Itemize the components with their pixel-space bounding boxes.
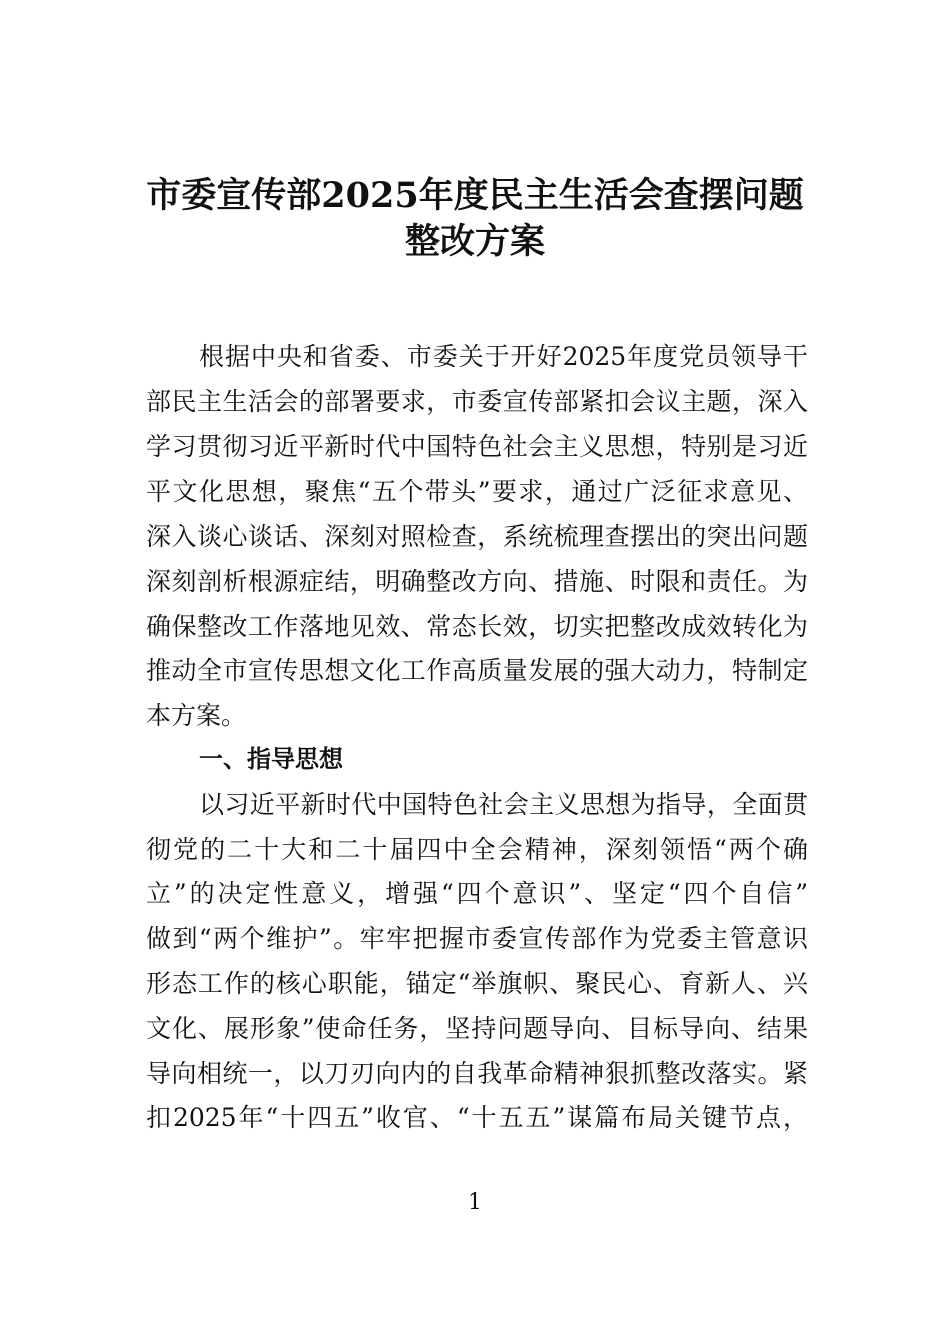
text-line: 深入谈心谈话、深刻对照检查，系统梳理查摆出的突出问题 (146, 522, 808, 551)
section-heading: 一、指导思想 (199, 745, 343, 773)
text-line: 做到“两个维护”。牢牢把握市委宣传部作为党委主管意识 (146, 924, 808, 953)
text-line: 以习近平新时代中国特色社会主义思想为指导，全面贯 (199, 790, 808, 819)
text-line: 扣2025年“十四五”收官、“十五五”谋篇布局关键节点， (146, 1103, 808, 1132)
text-line: 文化、展形象”使命任务，坚持问题导向、目标导向、结果 (146, 1014, 808, 1043)
text-line: 深刻剖析根源症结，明确整改方向、措施、时限和责任。为 (146, 567, 808, 596)
text-line: 部民主生活会的部署要求，市委宣传部紧扣会议主题，深入 (146, 387, 808, 416)
text-line: 推动全市宣传思想文化工作高质量发展的强大动力，特制定 (146, 656, 808, 685)
text-line: 立”的决定性意义，增强“四个意识”、坚定“四个自信” (146, 879, 808, 908)
text-line: 本方案。 (146, 701, 247, 730)
text-line: 确保整改工作落地见效、常态长效，切实把整改成效转化为 (146, 612, 808, 641)
text-line: 根据中央和省委、市委关于开好2025年度党员领导干 (199, 342, 808, 371)
text-line: 形态工作的核心职能，锚定“举旗帜、聚民心、育新人、兴 (146, 969, 808, 998)
text-line: 学习贯彻习近平新时代中国特色社会主义思想，特别是习近 (146, 432, 808, 461)
document-title-line-2: 整改方案 (404, 221, 545, 262)
page-number: 1 (468, 1190, 482, 1215)
document-title-line-1: 市委宣传部2025年度民主生活会查摆问题 (146, 175, 804, 216)
text-line: 导向相统一，以刀刃向内的自我革命精神狠抓整改落实。紧 (146, 1059, 808, 1088)
text-line: 平文化思想，聚焦“五个带头”要求，通过广泛征求意见、 (146, 477, 808, 506)
text-line: 彻党的二十大和二十届四中全会精神，深刻领悟“两个确 (146, 835, 808, 864)
